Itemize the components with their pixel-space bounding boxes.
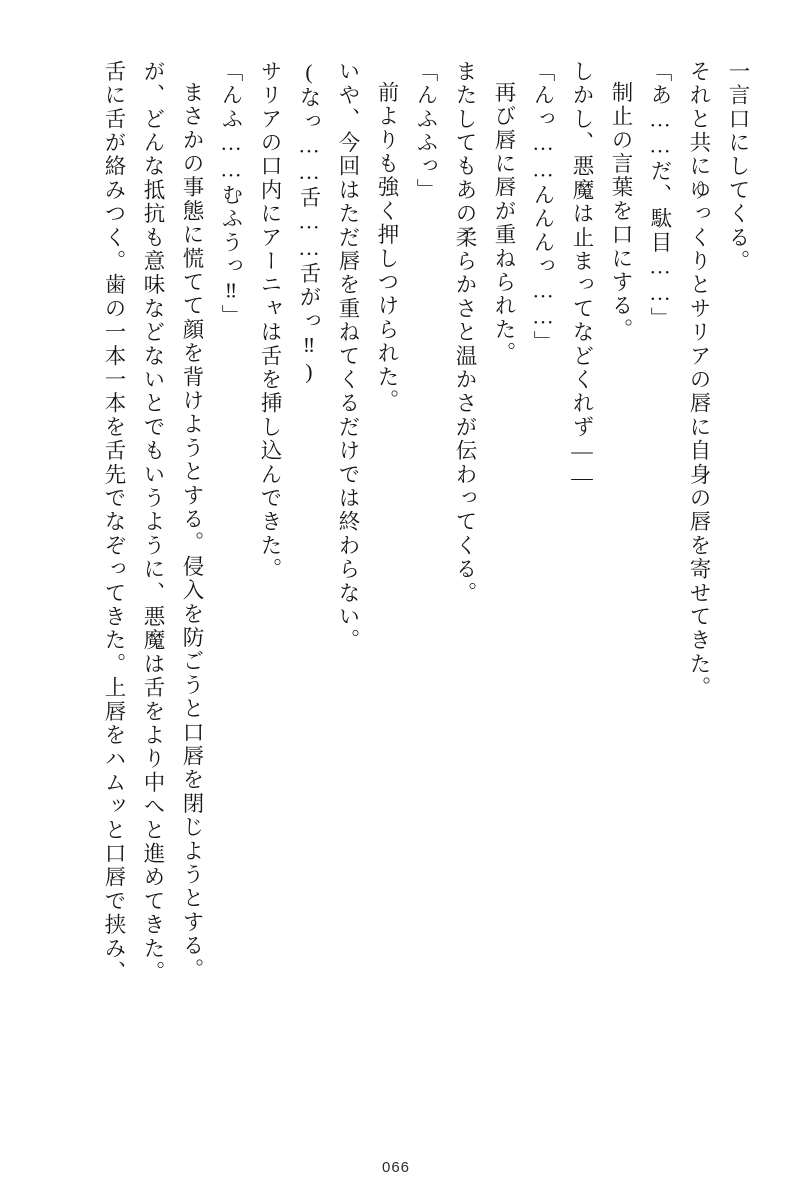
text-line: しかし、悪魔は止まってなどくれず――	[570, 60, 594, 492]
text-line: サリアの口内にアーニャは舌を挿し込んできた。	[258, 60, 282, 582]
text-line: が、どんな抵抗も意味などないとでもいうように、悪魔は舌をより中へと進めてきた。	[141, 60, 165, 985]
page-number: 066	[381, 1159, 411, 1176]
text-line: (なっ……舌……舌がっ‼)	[297, 60, 321, 386]
text-line: 「んふふっ」	[414, 60, 438, 203]
text-line: 「あ……だ、駄目……」	[648, 60, 672, 331]
text-line: 制止の言葉を口にする。	[609, 81, 633, 342]
text-line: いや、今回はただ唇を重ねてくるだけでは終わらない。	[336, 60, 360, 653]
text-line: 一言口にしてくる。	[726, 60, 750, 274]
text-line: それと共にゆっくりとサリアの唇に自身の唇を寄せてきた。	[687, 60, 711, 700]
text-line: 再び唇に唇が重ねられた。	[492, 81, 516, 366]
text-line: 「んふ……むふうっ‼」	[219, 60, 243, 329]
text-line: まさかの事態に慌てて顔を背けようとする。侵入を防ごうと口唇を閉じようとする。	[180, 81, 204, 982]
text-line: 前よりも強く押しつけられた。	[375, 81, 399, 413]
vertical-text-block	[44, 60, 748, 1100]
text-line: 「んっ……んんんっ……」	[531, 60, 555, 355]
text-line: またしてもあの柔らかさと温かさが伝わってくる。	[453, 60, 477, 606]
text-line: 舌に舌が絡みつく。歯の一本一本を舌先でなぞってきた。上唇をハムッと口唇で挟み、	[102, 60, 126, 985]
